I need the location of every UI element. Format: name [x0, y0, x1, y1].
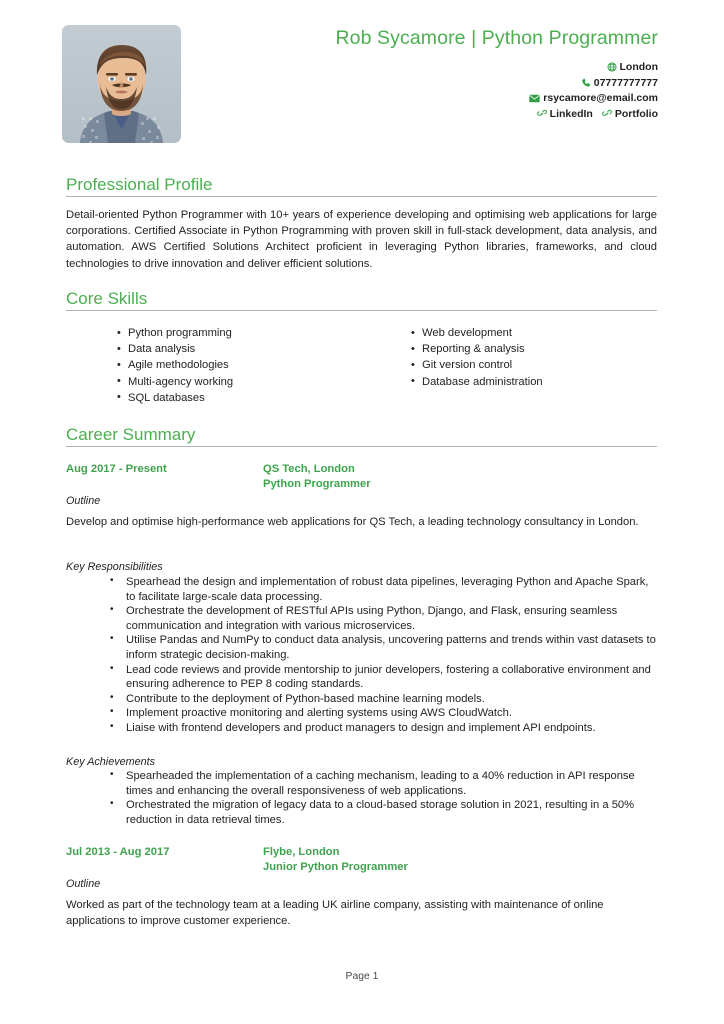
link-icon [602, 109, 612, 119]
job-1-outline-text: Develop and optimise high-performance web applications for QS Tech, a leading technology consultancy in London. [66, 516, 639, 528]
list-item: • Spearheaded the implementation of a caching mechanism, leading to a 40% reduction in API response times and enhancing the overall responsiveness of web applications. [66, 769, 657, 798]
job-2-role: Junior Python Programmer [263, 861, 408, 873]
page-title: Rob Sycamore | Python Programmer [335, 27, 658, 49]
list-item: • Git version control [411, 357, 670, 373]
job-2-company: Flybe, London [263, 846, 340, 858]
list-item: • Database administration [411, 374, 670, 390]
phone-icon [581, 78, 591, 88]
contact-phone-label: 07777777777 [593, 76, 658, 89]
contact-portfolio-label[interactable]: Portfolio [614, 107, 658, 120]
globe-icon [607, 62, 617, 72]
list-item: • Data analysis [117, 341, 376, 357]
professional-profile-text: Detail-oriented Python Programmer with 10+ years of experience developing and optimising web applications for large corporations. Certified Associate in Python Programming with proven skill in full-stack development, data analysis, and automation. AWS Certified Solutions Architect proficient in leveraging Python libraries, frameworks, and cloud technologies to drive innovation and deliver efficient solutions. [66, 209, 657, 270]
resume-header [62, 25, 658, 143]
link-icon [537, 109, 547, 119]
contact-list [222, 60, 658, 122]
profile-photo [62, 25, 181, 143]
list-item: • Contribute to the deployment of Python-based machine learning models. [66, 692, 657, 707]
section-heading-core-skills: Core Skills [66, 289, 148, 308]
job-1-achievements-label: Key Achievements [66, 756, 156, 768]
job-1-responsibilities-label: Key Responsibilities [66, 561, 163, 573]
job-1-company: QS Tech, London [263, 463, 355, 475]
section-heading-professional-profile: Professional Profile [66, 175, 213, 194]
list-item: • Orchestrate the development of RESTful APIs using Python, Django, and Flask, ensuring seamless communication and integration with various microservices. [66, 604, 657, 633]
section-rule-professional-profile [66, 196, 657, 197]
page-footer: Page 1 [345, 971, 379, 982]
envelope-icon [529, 94, 540, 103]
list-item: • SQL databases [117, 390, 376, 406]
list-item: • Liaise with frontend developers and product managers to design and implement API endpoints. [66, 721, 657, 736]
contact-email[interactable] [222, 91, 658, 107]
contact-links [222, 107, 658, 123]
list-item: • Web development [411, 325, 670, 341]
contact-location [222, 60, 658, 76]
list-item: • Python programming [117, 325, 376, 341]
list-item: • Implement proactive monitoring and alerting systems using AWS CloudWatch. [66, 706, 657, 721]
core-skills-right-column [400, 325, 670, 390]
job-1-achievements-list [66, 769, 657, 827]
list-item: • Spearhead the design and implementation of robust data pipelines, leveraging Python and Apache Spark, to facilitate large-scale data processing. [66, 575, 657, 604]
list-item: • Multi-agency working [117, 374, 376, 390]
list-item: • Reporting & analysis [411, 341, 670, 357]
list-item: • Utilise Pandas and NumPy to conduct data analysis, uncovering patterns and trends within vast datasets to inform strategic decision-making. [66, 633, 657, 662]
list-item: • Lead code reviews and provide mentorship to junior developers, fostering a collaborative environment and ensuring adherence to PEP 8 coding standards. [66, 663, 657, 692]
section-heading-career-summary: Career Summary [66, 425, 196, 444]
contact-email-label: rsycamore@email.com [543, 92, 658, 104]
contact-phone [222, 76, 658, 92]
job-2-outline-text: Worked as part of the technology team at a leading UK airline company, assisting with maintenance of online applications to improve customer experience. [66, 899, 604, 928]
contact-linkedin-label[interactable]: LinkedIn [549, 107, 593, 120]
job-1-outline-label: Outline [66, 495, 101, 507]
section-rule-career-summary [66, 446, 657, 447]
job-2-outline-label: Outline [66, 878, 101, 890]
header-contact-block [222, 25, 658, 122]
contact-location-label: London [619, 61, 658, 73]
core-skills-left-column [106, 325, 376, 406]
list-item: • Agile methodologies [117, 357, 376, 373]
job-1-dates: Aug 2017 - Present [66, 463, 167, 475]
job-2-dates: Jul 2013 - Aug 2017 [66, 846, 170, 858]
job-1-responsibilities-list [66, 575, 657, 736]
section-rule-core-skills [66, 310, 657, 311]
list-item: • Orchestrated the migration of legacy data to a cloud-based storage solution in 2021, resulting in a 50% reduction in data retrieval times. [66, 798, 657, 827]
job-1-role: Python Programmer [263, 478, 371, 490]
